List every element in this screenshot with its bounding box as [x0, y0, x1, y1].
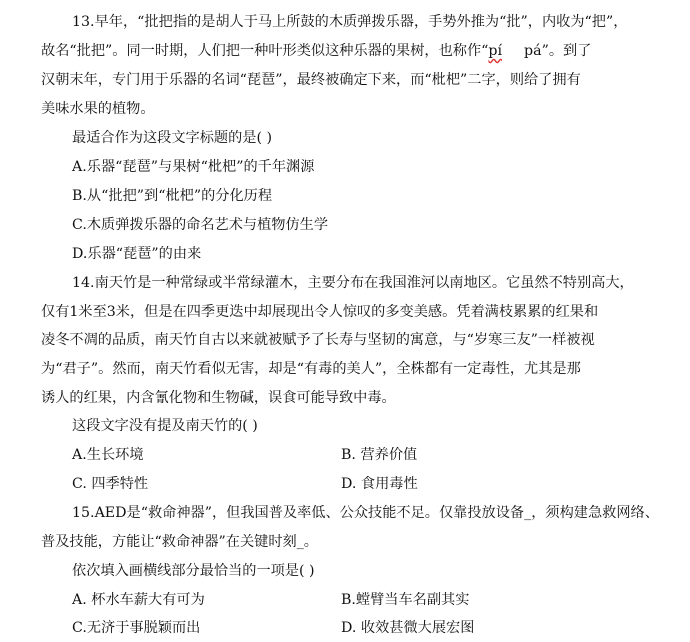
- q14-option-a: A.生长环境: [72, 447, 144, 463]
- q15-line-2: 普及技能，方能让“救命神器”在关键时刻_。: [41, 534, 318, 550]
- q15-option-b: B.螳臂当车名副其实: [341, 592, 470, 608]
- q13-option-a: A.乐器“琵琶”与果树“枇杷”的千年渊源: [72, 159, 315, 175]
- q13-line-1: 13.早年，“批把指的是胡人于马上所鼓的木质弹拨乐器，手势外推为“批”，内收为“把”，: [72, 14, 628, 30]
- q13-question: 最适合作为这段文字标题的是( ): [72, 130, 273, 146]
- q14-question: 这段文字没有提及南天竹的( ): [72, 418, 258, 434]
- q13-option-d: D.乐器“琵琶”的由来: [72, 246, 202, 262]
- q14-line-5: 诱人的红果，内含氰化物和生物碱，误食可能导致中毒。: [41, 390, 396, 406]
- q13-line-2: [41, 41, 591, 61]
- q15-option-c: C.无济于事脱颖而出: [72, 620, 201, 636]
- q14-line-3: 凌冬不凋的品质，南天竹自古以来就被赋予了长寿与坚韧的寓意，与“岁寒三友”一样被视: [41, 332, 595, 348]
- q14-line-4: 为“君子”。然而，南天竹看似无害，却是“有毒的美人”，全株都有一定毒性，尤其是那: [41, 361, 581, 377]
- q14-line-1: 14.南天竹是一种常绿或半常绿灌木，主要分布在我国淮河以南地区。它虽然不特别高大，: [72, 275, 634, 291]
- q15-question: 依次填入画横线部分最恰当的一项是( ): [72, 563, 315, 579]
- q13-option-c: C.木质弹拨乐器的命名艺术与植物仿生学: [72, 217, 329, 233]
- q15-option-d: D. 收效甚微大展宏图: [341, 620, 475, 636]
- q15-option-a: A. 杯水车薪大有可为: [72, 592, 205, 608]
- q15-line-1: 15.AED是“救命神器”，但我国普及率低、公众技能不足。仅靠投放设备_，须构建急救网络、: [72, 505, 659, 521]
- q13-pinyin-pi: pí: [488, 43, 503, 59]
- q13-line-2-tail: ”。到了: [541, 43, 592, 59]
- q14-option-b: B. 营养价值: [341, 447, 418, 463]
- q14-option-d: D. 食用毒性: [341, 476, 418, 492]
- q14-line-2: 仅有1米至3米，但是在四季更迭中却展现出令人惊叹的多变美感。凭着满枝累累的红果和: [41, 304, 599, 320]
- q13-line-4: 美味水果的植物。: [41, 101, 155, 117]
- q13-line-3: 汉朝末年，专门用于乐器的名词“琵琶”，最终被确定下来，而“枇杷”二字，则给了拥有: [41, 72, 581, 88]
- q13-option-b: B.从“批把”到“枇杷”的分化历程: [72, 188, 273, 204]
- q13-pinyin-pa: pá: [524, 43, 542, 59]
- q13-line-2-text: 故名“批把”。同一时期，人们把一种叶形类似这种乐器的果树，也称作“: [41, 43, 489, 59]
- q14-option-c: C. 四季特性: [72, 476, 149, 492]
